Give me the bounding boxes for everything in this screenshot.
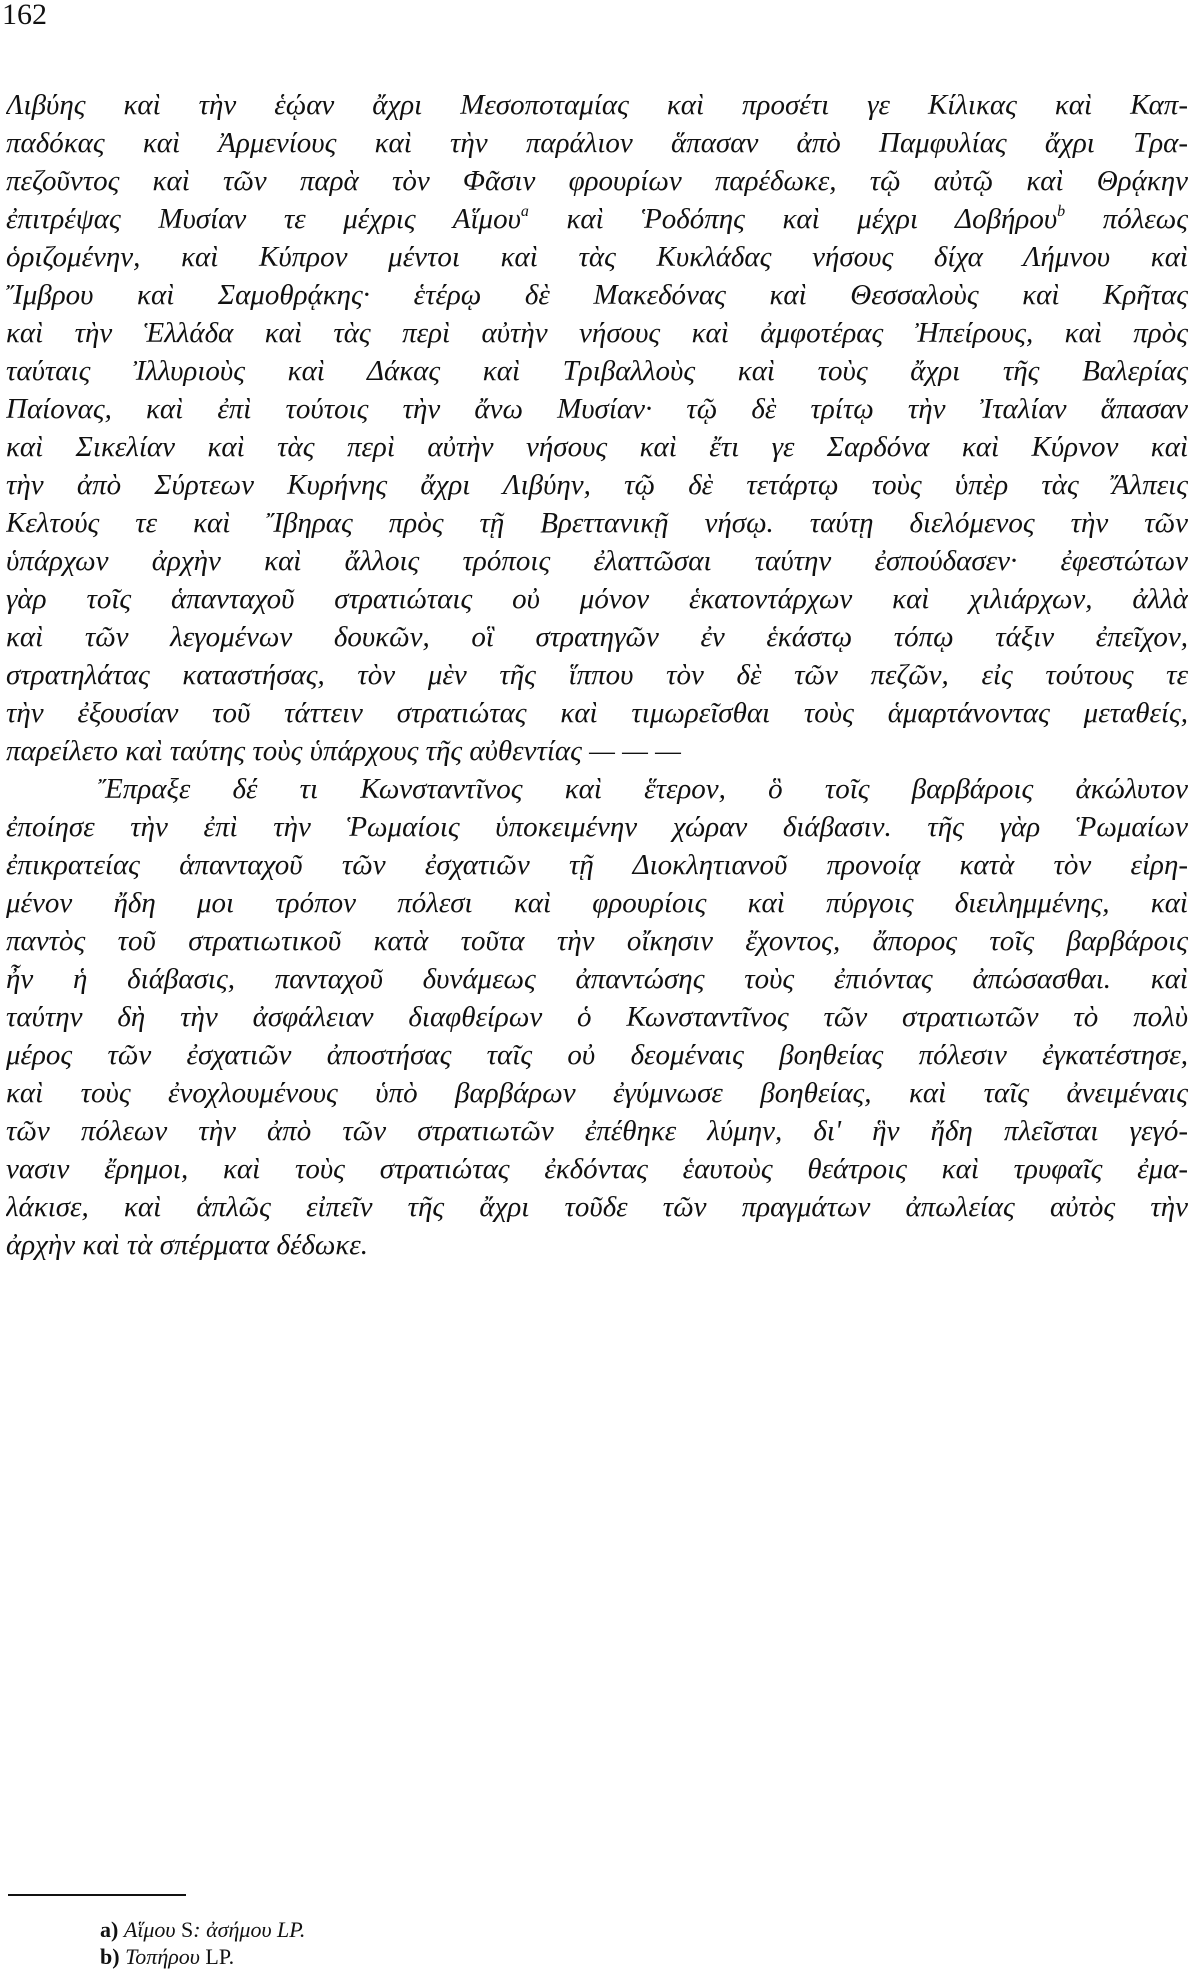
text-line: ὑπάρχων ἀρχὴν καὶ ἄλλοις τρόποις ἐλαττῶσαι ταύτην ἐσπούδασεν· ἐφεστώτων [6,545,1188,577]
text-line: παρείλετο καὶ ταύτης τοὺς ὑπάρχους τῆς αὐθεντίας — — — [6,735,681,767]
footnotes [100,1916,305,1970]
footnote-b [100,1943,305,1970]
text-line: Παίονας, καὶ ἐπὶ τούτοις τὴν ἄνω Μυσίαν· τῷ δὲ τρίτῳ τὴν Ἰταλίαν ἅπασαν [6,393,1188,425]
text-line: στρατηλάτας καταστήσας, τὸν μὲν τῆς ἵππου τὸν δὲ τῶν πεζῶν, εἰς τούτους τε [6,659,1188,691]
footnote-marker-b: b [1057,203,1066,220]
footnote-lemma: Αἵμου [123,1917,176,1942]
footnote-marker-a: a [520,203,529,220]
text-line: πεζοῦντος καὶ τῶν παρὰ τὸν Φᾶσιν φρουρίων παρέδωκε, τῷ αὐτῷ καὶ Θρᾴκην [6,165,1188,197]
footnote-divider [8,1894,186,1896]
text-line: μέρος τῶν ἐσχατιῶν ἀποστήσας ταῖς οὐ δεομέναις βοηθείας πόλεσιν ἐγκατέστησε, [6,1039,1188,1071]
text-line: ὁριζομένην, καὶ Κύπρον μέντοι καὶ τὰς Κυκλάδας νήσους δίχα Λήμνου καὶ [6,241,1188,273]
text-line: ἐποίησε τὴν ἐπὶ τὴν Ῥωμαίοις ὑποκειμένην χώραν διάβασιν. τῆς γὰρ Ῥωμαίων [6,811,1188,843]
line-part: ἐπιτρέψας Μυσίαν τε μέχρις Αἵμου [6,203,521,235]
text-line: γὰρ τοῖς ἁπανταχοῦ στρατιώταις οὐ μόνον ἑκατοντάρχων καὶ χιλιάρχων, ἀλλὰ [6,583,1188,615]
text-line: τὴν ἀπὸ Σύρτεων Κυρήνης ἄχρι Λιβύην, τῷ δὲ τετάρτῳ τοὺς ὑπὲρ τὰς Ἄλπεις [6,469,1188,501]
text-line: ἀρχὴν καὶ τὰ σπέρματα δέδωκε. [6,1229,368,1261]
footnote-siglum: S [181,1917,194,1942]
footnote-lemma: Τοπήρου [125,1944,200,1969]
text-line [6,200,1188,238]
text-line: παδόκας καὶ Ἀρμενίους καὶ τὴν παράλιον ἅπασαν ἀπὸ Παμφυλίας ἄχρι Τρα- [6,127,1188,159]
text-line: καὶ Σικελίαν καὶ τὰς περὶ αὐτὴν νήσους καὶ ἔτι γε Σαρδόνα καὶ Κύρνον καὶ [6,431,1188,463]
text-line: ἦν ἡ διάβασις, πανταχοῦ δυνάμεως ἀπαντώσης τοὺς ἐπιόντας ἀπώσασθαι. καὶ [6,963,1188,995]
line-part: καὶ Ῥοδόπης καὶ μέχρι Δοβήρου [528,203,1058,235]
footnote-a [100,1916,305,1943]
text-line: καὶ τῶν λεγομένων δουκῶν, οἳ στρατηγῶν ἐν ἑκάστῳ τόπῳ τάξιν ἐπεῖχον, [6,621,1188,653]
text-line: τὴν ἐξουσίαν τοῦ τάττειν στρατιώτας καὶ τιμωρεῖσθαι τοὺς ἁμαρτάνοντας μεταθείς, [6,697,1188,729]
footnote-label: a) [100,1917,119,1942]
text-line: καὶ τοὺς ἐνοχλουμένους ὑπὸ βαρβάρων ἐγύμνωσε βοηθείας, καὶ ταῖς ἀνειμέναις [6,1077,1188,1109]
text-line: ἐπικρατείας ἁπανταχοῦ τῶν ἐσχατιῶν τῇ Διοκλητιανοῦ προνοίᾳ κατὰ τὸν εἰρη- [6,849,1188,881]
text-line: Ἴμβρου καὶ Σαμοθρᾴκης· ἑτέρῳ δὲ Μακεδόνας καὶ Θεσσαλοὺς καὶ Κρῆτας [6,279,1188,311]
footnote-text: : ἀσήμου LP. [193,1917,306,1942]
text-line: ταύτην δὴ τὴν ἀσφάλειαν διαφθείρων ὁ Κωνσταντῖνος τῶν στρατιωτῶν τὸ πολὺ [6,1001,1188,1033]
body-text [6,86,1188,1264]
text-line: παντὸς τοῦ στρατιωτικοῦ κατὰ τοῦτα τὴν οἴκησιν ἔχοντος, ἄπορος τοῖς βαρβάροις [6,925,1188,957]
text-line: μένον ἤδη μοι τρόπον πόλεσι καὶ φρουρίοις καὶ πύργοις διειλημμένης, καὶ [6,887,1188,919]
text-line: καὶ τὴν Ἑλλάδα καὶ τὰς περὶ αὐτὴν νήσους καὶ ἀμφοτέρας Ἠπείρους, καὶ πρὸς [6,317,1188,349]
footnote-text: LP. [199,1944,235,1969]
text-line: νασιν ἔρημοι, καὶ τοὺς στρατιώτας ἐκδόντας ἑαυτοὺς θεάτροις καὶ τρυφαῖς ἐμα- [6,1153,1188,1185]
text-line: Λιβύης καὶ τὴν ἑῴαν ἄχρι Μεσοποταμίας καὶ προσέτι γε Κίλικας καὶ Καπ- [6,89,1188,121]
text-line: ταύταις Ἰλλυριοὺς καὶ Δάκας καὶ Τριβαλλοὺς καὶ τοὺς ἄχρι τῆς Βαλερίας [6,355,1188,387]
footnote-label: b) [100,1944,120,1969]
text-line: Ἔπραξε δέ τι Κωνσταντῖνος καὶ ἕτερον, ὃ τοῖς βαρβάροις ἀκώλυτον [98,773,1188,805]
text-line: λάκισε, καὶ ἁπλῶς εἰπεῖν τῆς ἄχρι τοῦδε τῶν πραγμάτων ἀπωλείας αὐτὸς τὴν [6,1191,1188,1223]
line-part: πόλεως [1065,203,1188,235]
text-line: Κελτούς τε καὶ Ἴβηρας πρὸς τῇ Βρεττανικῇ νήσῳ. ταύτῃ διελόμενος τὴν τῶν [6,507,1188,539]
page-number: 162 [2,0,47,31]
text-line: τῶν πόλεων τὴν ἀπὸ τῶν στρατιωτῶν ἐπέθηκε λύμην, δι' ἣν ἤδη πλεῖσται γεγό- [6,1115,1188,1147]
